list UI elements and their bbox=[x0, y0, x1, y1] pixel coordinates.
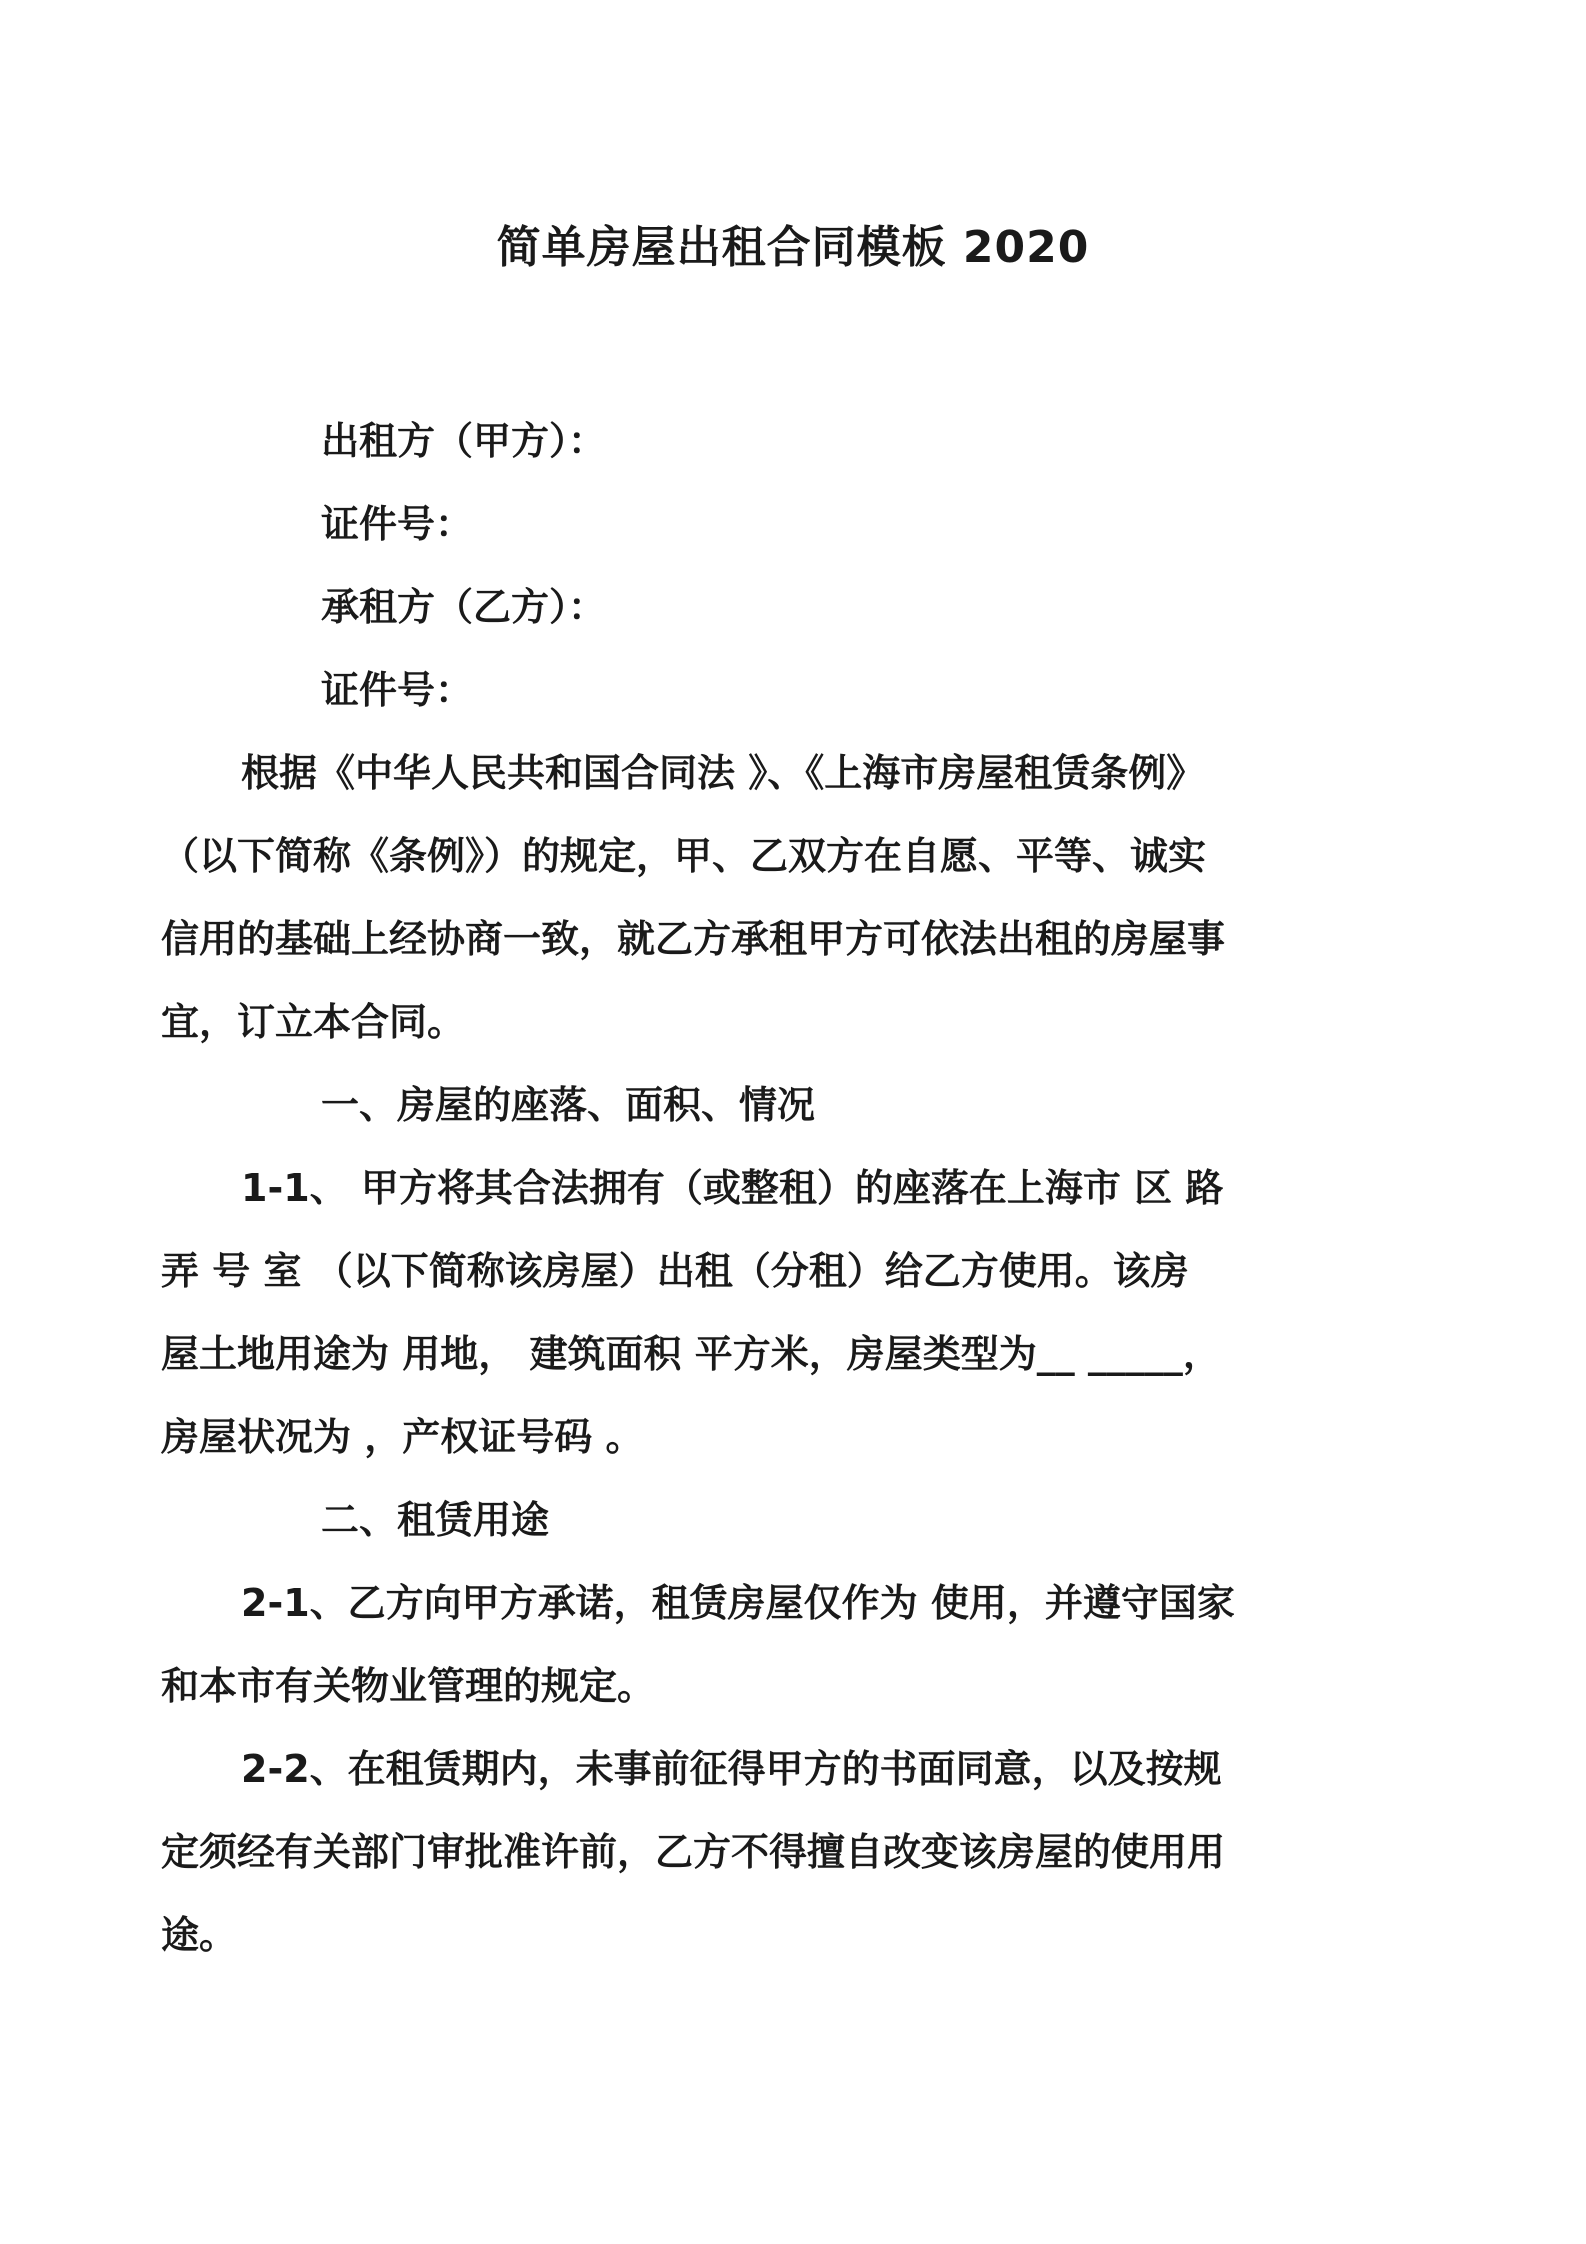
clause-line: 2-2、在租赁期内，未事前征得甲方的书面同意，以及按规 bbox=[241, 1747, 1222, 1791]
clause-line: 房屋状况为 ，产权证号码 。 bbox=[161, 1415, 644, 1459]
clause-line: 1-1、 甲方将其合法拥有（或整租）的座落在上海市 区 路 bbox=[241, 1166, 1224, 1210]
section-1-heading: 一、房屋的座落、面积、情况 bbox=[321, 1083, 816, 1127]
clause-line: 和本市有关物业管理的规定。 bbox=[161, 1664, 656, 1708]
clause-1-1 bbox=[161, 1147, 1351, 1479]
clause-line: 定须经有关部门审批准许前，乙方不得擅自改变该房屋的使用用 bbox=[161, 1830, 1226, 1874]
clause-line: 2-1、乙方向甲方承诺，租赁房屋仅作为 使用，并遵守国家 bbox=[241, 1581, 1235, 1625]
clause-line: 途。 bbox=[161, 1913, 238, 1957]
document-title: 简单房屋出租合同模板 2020 bbox=[496, 222, 1090, 273]
document-body bbox=[161, 400, 1351, 1977]
lessee-id-field: 证件号： bbox=[321, 668, 474, 712]
clause-line: 屋土地用途为 用地， 建筑面积 平方米，房屋类型为__ _____， bbox=[161, 1332, 1221, 1376]
section-2-heading: 二、租赁用途 bbox=[321, 1498, 550, 1542]
lessor-id-field: 证件号： bbox=[321, 502, 474, 546]
intro-line: 宜，订立本合同。 bbox=[161, 1000, 466, 1044]
lessor-field: 出租方（甲方）： bbox=[321, 419, 607, 463]
clause-2-2 bbox=[161, 1728, 1351, 1977]
intro-line: 信用的基础上经协商一致，就乙方承租甲方可依法出租的房屋事 bbox=[161, 917, 1226, 961]
lessee-field: 承租方（乙方）： bbox=[321, 585, 607, 629]
intro-paragraph bbox=[161, 732, 1351, 1064]
intro-line: （以下简称《条例》）的规定，甲、乙双方在自愿、平等、诚实 bbox=[161, 834, 1207, 878]
clause-2-1 bbox=[161, 1562, 1351, 1728]
intro-line: 根据《中华人民共和国合同法 》、《上海市房屋租赁条例》 bbox=[241, 751, 1205, 795]
clause-line: 弄 号 室 （以下简称该房屋）出租（分租）给乙方使用。该房 bbox=[161, 1249, 1189, 1293]
